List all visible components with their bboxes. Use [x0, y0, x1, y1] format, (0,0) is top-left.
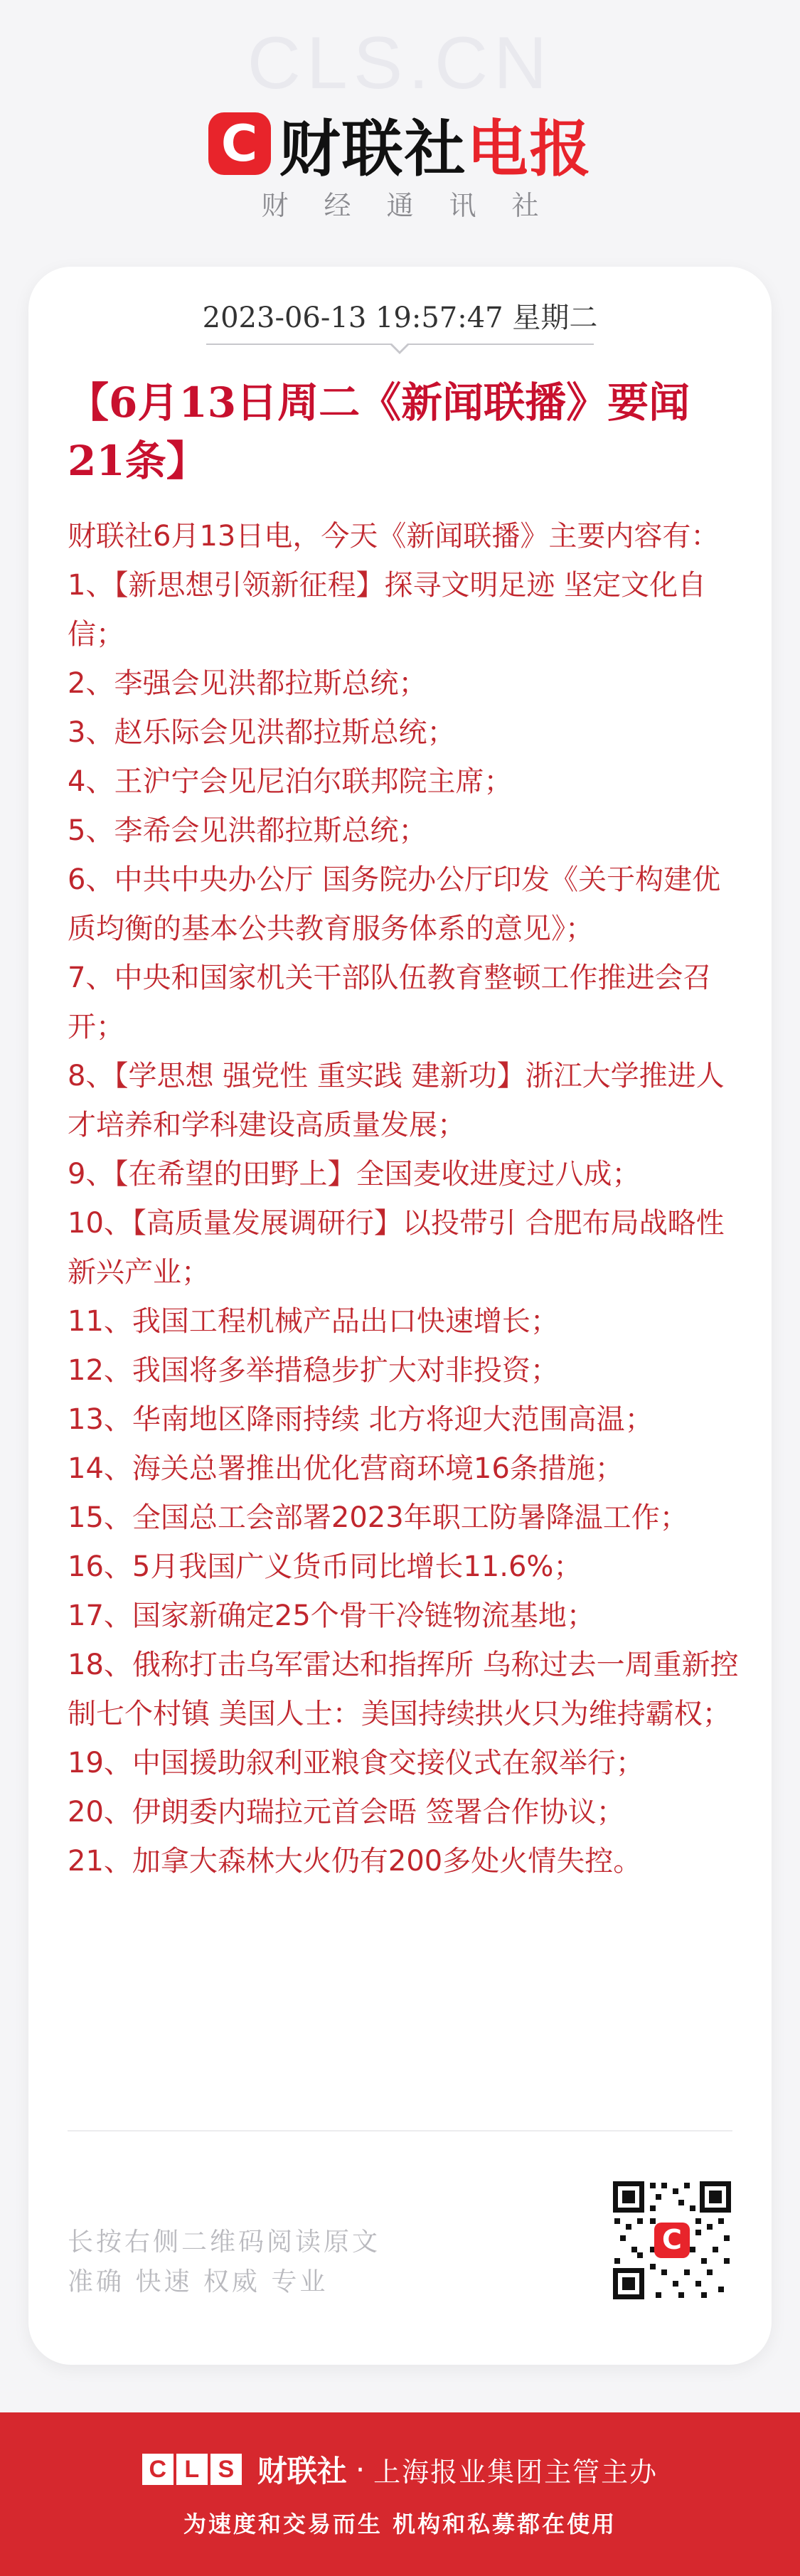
news-item: 18、俄称打击乌军雷达和指挥所 乌称过去一周重新控制七个村镇 美国人士：美国持续拱火只为维持霸权；: [68, 1649, 739, 1730]
news-item: 3、赵乐际会见洪都拉斯总统；: [68, 716, 456, 749]
date-header: [28, 295, 772, 348]
article-intro: 财联社6月13日电，今天《新闻联播》主要内容有：: [68, 520, 720, 553]
news-item: 5、李希会见洪都拉斯总统；: [68, 814, 427, 847]
band-organization: 上海报业集团主管主办: [373, 2456, 658, 2488]
bottom-band: [0, 2412, 800, 2576]
news-item: 17、国家新确定25个骨干冷链物流基地；: [68, 1600, 595, 1632]
qr-center-letter: C: [662, 2224, 682, 2255]
news-item: 16、5月我国广义货币同比增长11.6%；: [68, 1550, 582, 1583]
article-body: [68, 512, 743, 1886]
date-notch-inner: [392, 344, 407, 351]
brand-logo-row: [0, 100, 800, 188]
brand-subtitle: 财经通讯社: [261, 190, 575, 221]
cls-logo-icon: [208, 112, 271, 175]
news-item: 10、【高质量发展调研行】以投带引 合肥布局战略性新兴产业；: [68, 1207, 725, 1289]
news-item: 1、【新思想引领新征程】探寻文明足迹 坚定文化自信；: [68, 569, 707, 651]
qr-code-icon[interactable]: [612, 2180, 732, 2301]
news-item: 7、中央和国家机关干部队伍教育整顿工作推进会召开；: [68, 962, 712, 1043]
news-item: 9、【在希望的田野上】全国麦收进度过八成；: [68, 1158, 641, 1191]
brand-telegraph: 电报: [466, 114, 592, 185]
brand-name: 财联社: [279, 114, 467, 185]
qr-hint: 长按右侧二维码阅读原文: [68, 2228, 381, 2257]
news-item: 2、李强会见洪都拉斯总统；: [68, 667, 427, 700]
news-item: 20、伊朗委内瑞拉元首会晤 签署合作协议；: [68, 1796, 625, 1829]
news-item: 11、我国工程机械产品出口快速增长；: [68, 1305, 559, 1338]
cls-letter-l: L: [176, 2454, 208, 2485]
header: [0, 0, 800, 256]
tagline: 准确 快速 权威 专业: [68, 2267, 329, 2296]
news-item: 13、华南地区降雨持续 北方将迎大范围高温；: [68, 1403, 654, 1436]
news-item: 15、全国总工会部署2023年职工防暑降温工作；: [68, 1501, 688, 1534]
band-slogan: 为速度和交易而生 机构和私募都在使用: [183, 2511, 617, 2538]
footer-divider: [68, 2130, 732, 2131]
band-separator: ·: [355, 2452, 366, 2487]
news-item: 19、中国援助叙利亚粮食交接仪式在叙举行；: [68, 1747, 644, 1779]
news-item: 8、【学思想 强党性 重实践 建新功】浙江大学推进人才培养和学科建设高质量发展；: [68, 1060, 725, 1141]
news-item: 12、我国将多举措稳步扩大对非投资；: [68, 1354, 559, 1387]
news-item: 4、王沪宁会见尼泊尔联邦院主席；: [68, 765, 513, 798]
article-title: 【6月13日周二《新闻联播》要闻21条】: [68, 378, 690, 485]
article-card: [28, 267, 772, 2365]
cls-letter-s: S: [210, 2454, 242, 2485]
news-item: 21、加拿大森林大火仍有200多处火情失控。: [68, 1845, 642, 1878]
news-item: 6、中共中央办公厅 国务院办公厅印发《关于构建优质均衡的基本公共教育服务体系的意见》；: [68, 863, 721, 945]
band-brand-name: 财联社: [257, 2454, 347, 2489]
footer-note: [68, 2223, 380, 2302]
logo-letter: C: [220, 115, 258, 173]
news-item: 14、海关总署推出优化营商环境16条措施；: [68, 1452, 624, 1485]
cls-letter-c: C: [142, 2454, 174, 2485]
article-datetime: 2023-06-13 19:57:47 星期二: [202, 302, 598, 334]
band-brand-row: [0, 2448, 800, 2491]
watermark: CLS.CN: [247, 22, 553, 105]
